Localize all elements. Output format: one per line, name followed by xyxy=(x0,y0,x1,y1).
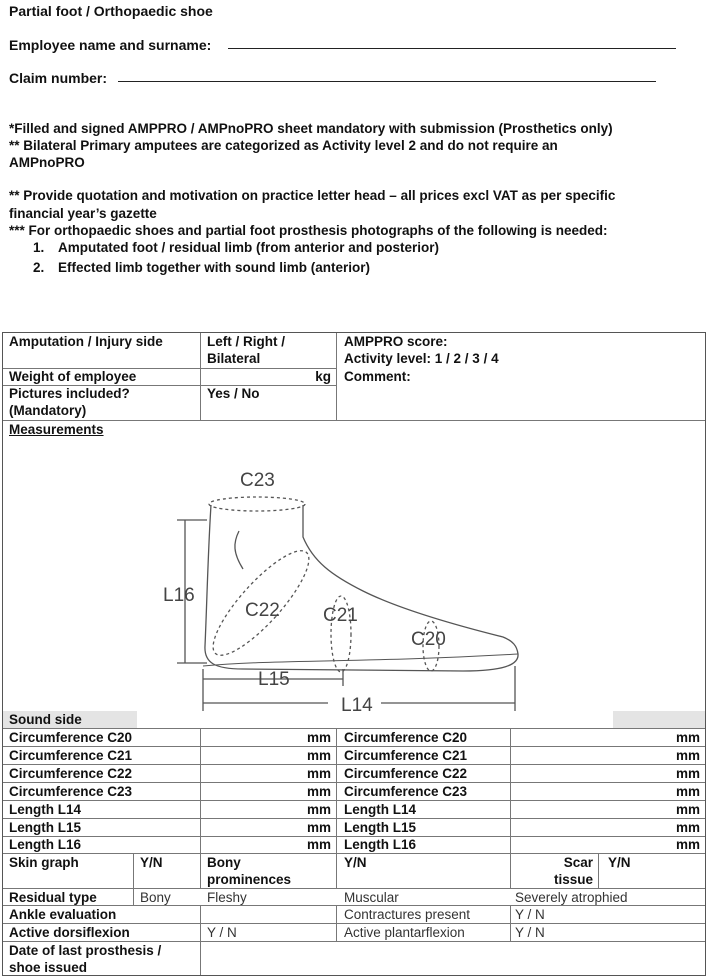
measure-unit: mm xyxy=(675,837,700,852)
note-bilateral: ** Bilateral Primary amputees are categorized as Activity level 2 and do not require an xyxy=(9,138,558,153)
bony-prominences-label: Bony xyxy=(207,855,241,870)
residual-option-muscular[interactable]: Muscular xyxy=(344,890,399,905)
measure-unit: mm xyxy=(675,802,700,817)
measure-unit: mm xyxy=(306,748,331,763)
residual-type-label: Residual type xyxy=(9,890,97,905)
last-prosthesis-label-cont: shoe issued xyxy=(9,960,88,975)
active-dorsiflexion-label: Active dorsiflexion xyxy=(9,925,130,940)
ankle-evaluation-label: Ankle evaluation xyxy=(9,907,117,922)
weight-unit: kg xyxy=(315,369,331,384)
label-c21: C21 xyxy=(323,605,358,626)
measure-label-left: Circumference C22 xyxy=(9,766,133,781)
right-side-shade xyxy=(613,711,705,728)
assessment-table xyxy=(2,332,706,976)
claim-number-label: Claim number: xyxy=(9,70,108,86)
last-prosthesis-label: Date of last prosthesis / xyxy=(9,943,162,958)
residual-option-bony[interactable]: Bony xyxy=(140,890,171,905)
bony-prominences-yn[interactable]: Y/N xyxy=(344,855,367,870)
contractures-yn[interactable]: Y / N xyxy=(515,907,545,922)
measure-unit: mm xyxy=(675,730,700,745)
measure-label-left: Circumference C20 xyxy=(9,730,133,745)
measure-label-left: Length L14 xyxy=(9,802,82,817)
measure-unit: mm xyxy=(675,766,700,781)
form-title: Partial foot / Orthopaedic shoe xyxy=(9,3,213,19)
note-bilateral-cont: AMPnoPRO xyxy=(9,155,85,170)
skin-graph-label: Skin graph xyxy=(9,855,79,870)
list-item: Effected limb together with sound limb (anterior) xyxy=(58,260,371,275)
foot-measurement-diagram xyxy=(163,441,533,731)
pictures-options[interactable]: Yes / No xyxy=(207,386,260,401)
pictures-label: Pictures included? xyxy=(9,386,130,401)
measure-unit: mm xyxy=(306,766,331,781)
list-item-number: 2. xyxy=(33,260,45,275)
residual-option-fleshy[interactable]: Fleshy xyxy=(207,890,247,905)
measure-label-right: Length L15 xyxy=(344,820,417,835)
list-item-number: 1. xyxy=(33,240,45,255)
measure-unit: mm xyxy=(675,784,700,799)
bony-prominences-label-cont: prominences xyxy=(207,872,292,887)
comment-label: Comment: xyxy=(344,369,411,384)
weight-label: Weight of employee xyxy=(9,369,137,384)
last-prosthesis-date-field[interactable] xyxy=(203,945,703,973)
label-l16: L16 xyxy=(163,585,195,606)
claim-number-field[interactable] xyxy=(118,81,656,82)
measure-label-left: Circumference C21 xyxy=(9,748,133,763)
pictures-mandatory: (Mandatory) xyxy=(9,403,87,418)
contractures-label: Contractures present xyxy=(344,907,471,922)
amppro-score-label: AMPPRO score: xyxy=(344,334,448,349)
measure-unit: mm xyxy=(306,837,331,852)
label-c20: C20 xyxy=(411,629,446,650)
measure-unit: mm xyxy=(306,820,331,835)
employee-name-field[interactable] xyxy=(228,48,676,49)
side-options[interactable]: Left / Right / xyxy=(207,334,285,349)
label-c22: C22 xyxy=(245,600,280,621)
list-item: Amputated foot / residual limb (from anterior and posterior) xyxy=(58,240,440,255)
employee-name-label: Employee name and surname: xyxy=(9,37,212,53)
side-options-bilateral[interactable]: Bilateral xyxy=(207,351,261,366)
sound-side-label: Sound side xyxy=(9,712,82,727)
measure-unit: mm xyxy=(675,748,700,763)
note-amppro: *Filled and signed AMPPRO / AMPnoPRO sheet mandatory with submission (Prosthetics only) xyxy=(9,121,613,136)
activity-level-label[interactable]: Activity level: 1 / 2 / 3 / 4 xyxy=(344,351,499,366)
measure-label-right: Circumference C23 xyxy=(344,784,468,799)
active-plantarflexion-label: Active plantarflexion xyxy=(344,925,465,940)
note-photographs: *** For orthopaedic shoes and partial foot prosthesis photographs of the following is needed: xyxy=(9,223,608,238)
measure-unit: mm xyxy=(675,820,700,835)
measure-label-left: Length L16 xyxy=(9,837,82,852)
measure-unit: mm xyxy=(306,730,331,745)
measure-label-right: Circumference C22 xyxy=(344,766,468,781)
measure-label-right: Circumference C20 xyxy=(344,730,468,745)
label-c23: C23 xyxy=(240,470,275,491)
scar-tissue-label: Scar xyxy=(563,855,593,870)
measure-unit: mm xyxy=(306,784,331,799)
skin-graph-yn[interactable]: Y/N xyxy=(140,855,163,870)
measure-label-right: Length L16 xyxy=(344,837,417,852)
measure-label-left: Length L15 xyxy=(9,820,82,835)
measure-label-right: Length L14 xyxy=(344,802,417,817)
amputation-side-label: Amputation / Injury side xyxy=(9,334,163,349)
note-quotation-cont: financial year’s gazette xyxy=(9,206,157,221)
measurements-heading: Measurements xyxy=(9,422,104,437)
plantarflexion-yn[interactable]: Y / N xyxy=(515,925,545,940)
measure-unit: mm xyxy=(306,802,331,817)
dorsiflexion-yn[interactable]: Y / N xyxy=(207,925,237,940)
label-l14: L14 xyxy=(341,695,373,716)
scar-tissue-label-cont: tissue xyxy=(553,872,593,887)
measure-label-right: Circumference C21 xyxy=(344,748,468,763)
label-l15: L15 xyxy=(258,669,290,690)
residual-option-atrophied[interactable]: Severely atrophied xyxy=(515,890,628,905)
measure-label-left: Circumference C23 xyxy=(9,784,133,799)
note-quotation: ** Provide quotation and motivation on practice letter head – all prices excl VAT as per specific xyxy=(9,188,616,203)
scar-tissue-yn[interactable]: Y/N xyxy=(608,855,631,870)
